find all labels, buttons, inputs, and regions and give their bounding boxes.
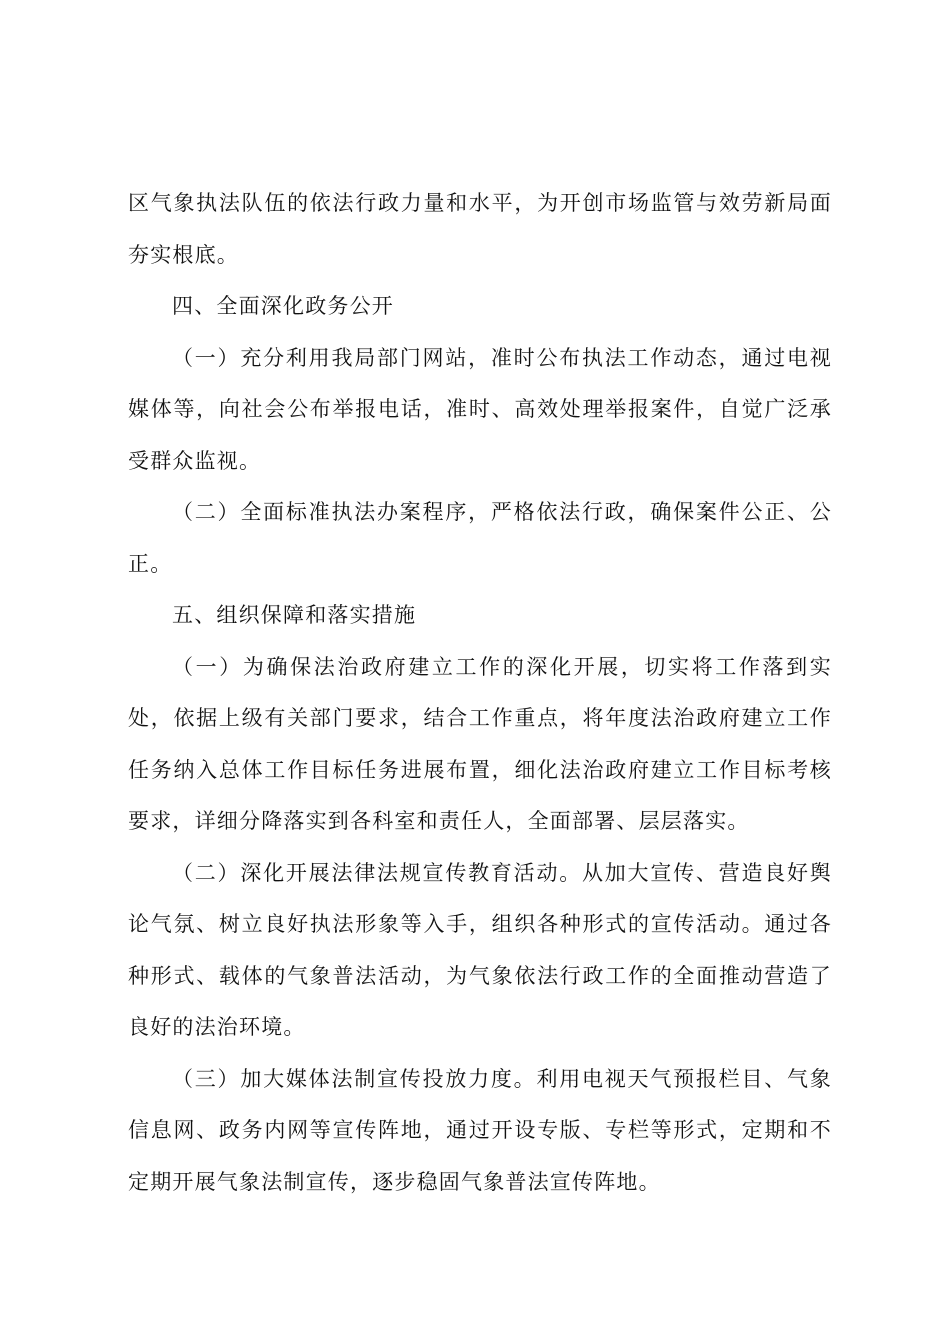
paragraph-4-2: （二）全面标准执法办案程序，严格依法行政，确保案件公正、公正。 xyxy=(128,500,832,576)
paragraph-continuation: 区气象执法队伍的依法行政力量和水平，为开创市场监管与效劳新局面夯实根底。 xyxy=(128,191,832,267)
document-body xyxy=(128,178,832,1208)
paragraph-5-1: （一）为确保法治政府建立工作的深化开展，切实将工作落到实处，依据上级有关部门要求，结合工作重点，将年度法治政府建立工作任务纳入总体工作目标任务进展布置，细化法治政府建立工作目标考核要求，详细分降落实到各科室和责任人，全面部署、层层落实。 xyxy=(128,654,832,833)
paragraph-5-2: （二）深化开展法律法规宣传教育活动。从加大宣传、营造良好舆论气氛、树立良好执法形象等入手，组织各种形式的宣传活动。通过各种形式、载体的气象普法活动，为气象依法行政工作的全面推动营造了良好的法治环境。 xyxy=(128,860,832,1039)
paragraph-4-1: （一）充分利用我局部门网站，准时公布执法工作动态，通过电视媒体等，向社会公布举报电话，准时、高效处理举报案件，自觉广泛承受群众监视。 xyxy=(128,345,832,473)
paragraph-5-3: （三）加大媒体法制宣传投放力度。利用电视天气预报栏目、气象信息网、政务内网等宣传阵地，通过开设专版、专栏等形式，定期和不定期开展气象法制宣传，逐步稳固气象普法宣传阵地。 xyxy=(128,1066,832,1194)
section-heading-5: 五、组织保障和落实措施 xyxy=(172,603,417,627)
section-heading-4: 四、全面深化政务公开 xyxy=(172,294,394,318)
